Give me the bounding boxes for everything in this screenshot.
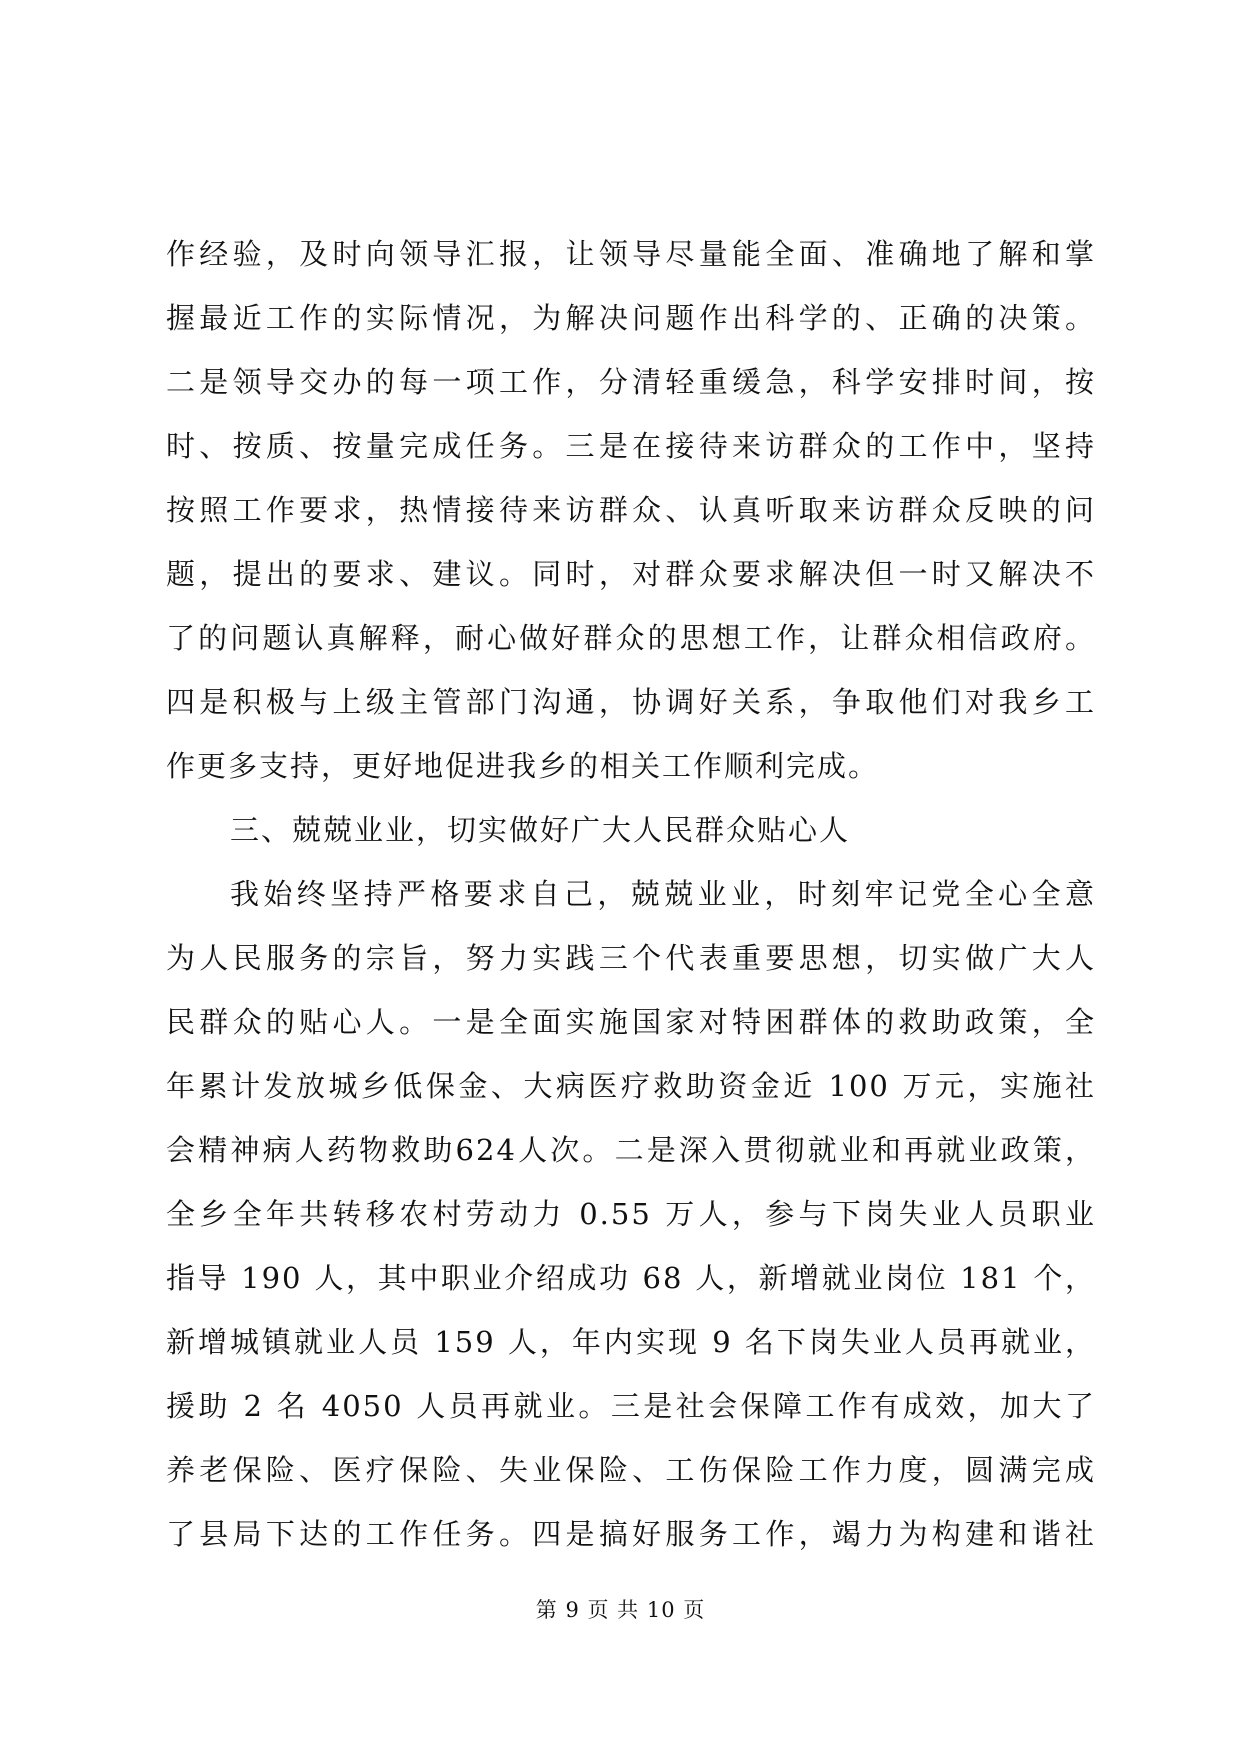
text-line: 指导 190 人，其中职业介绍成功 68 人，新增就业岗位 181 个， — [166, 1261, 1096, 1295]
text-line: 全乡全年共转移农村劳动力 0.55 万人，参与下岗失业人员职业 — [166, 1197, 1096, 1231]
text-line: 二是领导交办的每一项工作，分清轻重缓急，科学安排时间，按 — [166, 365, 1096, 399]
text-line: 作更多支持，更好地促进我乡的相关工作顺利完成。 — [166, 749, 880, 783]
text-line: 民群众的贴心人。一是全面实施国家对特困群体的救助政策，全 — [166, 1005, 1096, 1039]
text-line: 会精神病人药物救助624人次。二是深入贯彻就业和再就业政策， — [166, 1133, 1096, 1167]
text-line: 按照工作要求，热情接待来访群众、认真听取来访群众反映的问 — [166, 493, 1096, 527]
text-line: 新增城镇就业人员 159 人，年内实现 9 名下岗失业人员再就业， — [166, 1325, 1096, 1359]
text-line: 了的问题认真解释，耐心做好群众的思想工作，让群众相信政府。 — [166, 621, 1096, 655]
text-line: 作经验，及时向领导汇报，让领导尽量能全面、准确地了解和掌 — [166, 237, 1096, 271]
section-heading: 三、兢兢业业，切实做好广大人民群众贴心人 — [230, 813, 851, 847]
text-line: 我始终坚持严格要求自己，兢兢业业，时刻牢记党全心全意 — [230, 877, 1096, 911]
page-number: 第 9 页 共 10 页 — [535, 1598, 706, 1622]
text-line: 养老保险、医疗保险、失业保险、工伤保险工作力度，圆满完成 — [166, 1453, 1096, 1487]
text-line: 握最近工作的实际情况，为解决问题作出科学的、正确的决策。 — [166, 301, 1096, 335]
text-line: 时、按质、按量完成任务。三是在接待来访群众的工作中，坚持 — [166, 429, 1096, 463]
page-footer — [0, 1594, 1241, 1624]
text-line: 为人民服务的宗旨，努力实践三个代表重要思想，切实做广大人 — [166, 941, 1096, 975]
text-line: 了县局下达的工作任务。四是搞好服务工作，竭力为构建和谐社 — [166, 1517, 1096, 1551]
text-line: 年累计发放城乡低保金、大病医疗救助资金近 100 万元，实施社 — [166, 1069, 1096, 1103]
text-line: 题，提出的要求、建议。同时，对群众要求解决但一时又解决不 — [166, 557, 1096, 591]
document-body — [166, 222, 1096, 1566]
text-line: 四是积极与上级主管部门沟通，协调好关系，争取他们对我乡工 — [166, 685, 1096, 719]
text-line: 援助 2 名 4050 人员再就业。三是社会保障工作有成效，加大了 — [166, 1389, 1096, 1423]
